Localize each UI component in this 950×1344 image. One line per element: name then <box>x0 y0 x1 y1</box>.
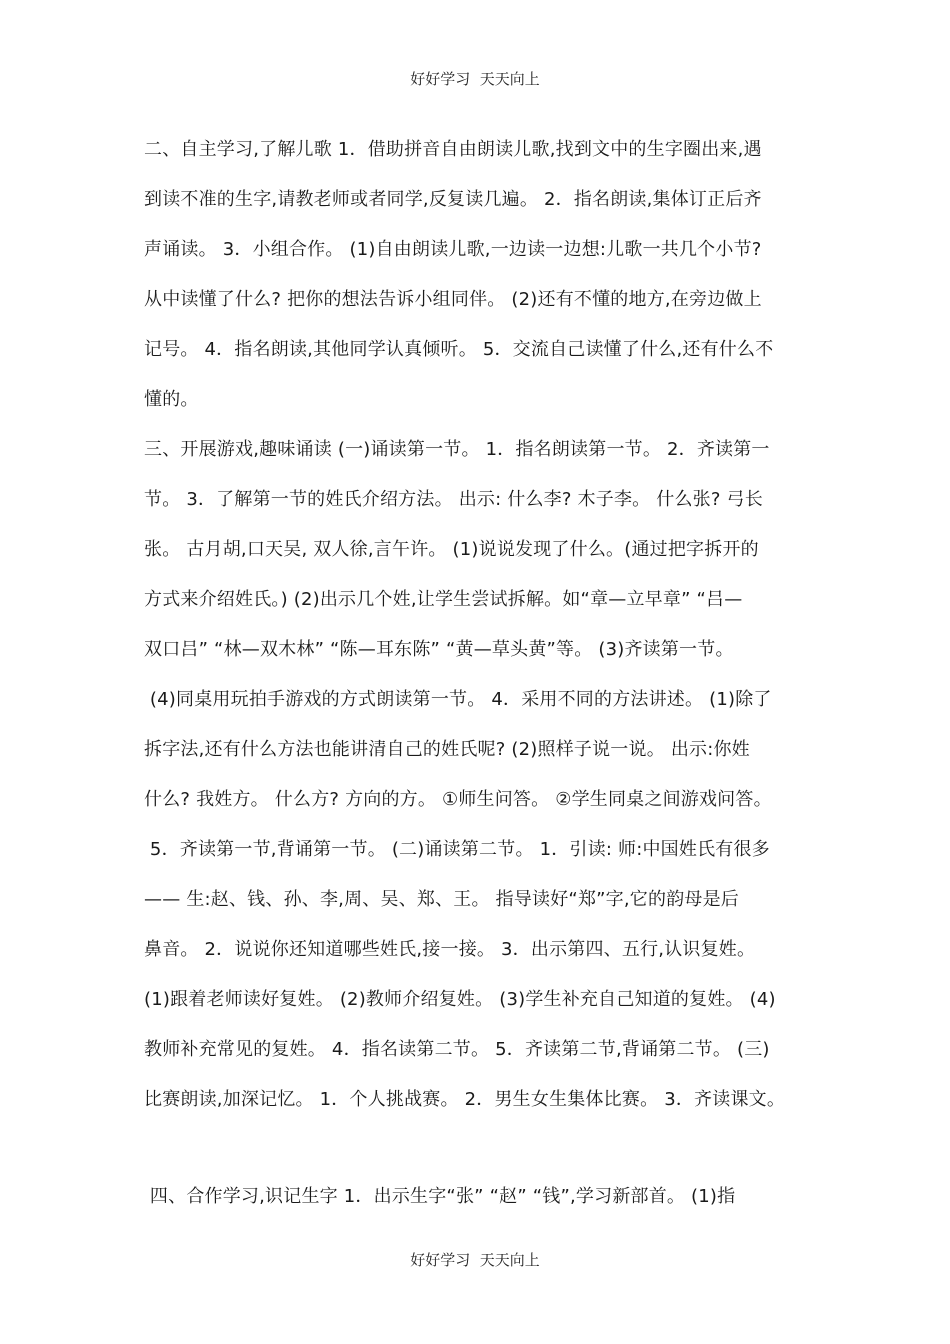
text-line: 四、合作学习,识记生字 1．出示生字“张” “赵” “钱”,学习新部首。 (1)指 <box>144 1186 736 1207</box>
text-line: 张。 古月胡,口天吴, 双人徐,言午许。 (1)说说发现了什么。(通过把字拆开的 <box>144 539 759 560</box>
page-header: 好好学习 天天向上 <box>410 70 540 88</box>
text-line: 比赛朗读,加深记忆。 1．个人挑战赛。 2．男生女生集体比赛。 3．齐读课文。 <box>144 1089 786 1110</box>
text-line: 到读不准的生字,请教老师或者同学,反复读几遍。 2．指名朗读,集体订正后齐 <box>144 189 762 210</box>
text-line: 拆字法,还有什么方法也能讲清自己的姓氏呢? (2)照样子说一说。 出示:你姓 <box>144 739 750 760</box>
text-line: —— 生:赵、钱、孙、李,周、吴、郑、王。 指导读好“郑”字,它的韵母是后 <box>144 889 739 910</box>
text-line: (4)同桌用玩拍手游戏的方式朗读第一节。 4．采用不同的方法讲述。 (1)除了 <box>144 689 772 710</box>
text-line: 5．齐读第一节,背诵第一节。 (二)诵读第二节。 1．引读: 师:中国姓氏有很多 <box>144 839 770 860</box>
text-line: 懂的。 <box>144 389 199 410</box>
text-line: (1)跟着老师读好复姓。 (2)教师介绍复姓。 (3)学生补充自己知道的复姓。 (4) <box>144 989 776 1010</box>
text-line: 节。 3．了解第一节的姓氏介绍方法。 出示: 什么李? 木子李。 什么张? 弓长 <box>144 489 763 510</box>
text-line: 什么? 我姓方。 什么方? 方向的方。 ①师生问答。 ②学生同桌之间游戏问答。 <box>144 789 772 810</box>
text-line: 从中读懂了什么? 把你的想法告诉小组同伴。 (2)还有不懂的地方,在旁边做上 <box>144 289 762 310</box>
text-line: 记号。 4．指名朗读,其他同学认真倾听。 5．交流自己读懂了什么,还有什么不 <box>144 339 774 360</box>
text-line: 教师补充常见的复姓。 4．指名读第二节。 5．齐读第二节,背诵第二节。 (三) <box>144 1039 770 1060</box>
text-line: 二、自主学习,了解儿歌 1．借助拼音自由朗读儿歌,找到文中的生字圈出来,遇 <box>144 139 762 160</box>
text-line: 鼻音。 2．说说你还知道哪些姓氏,接一接。 3．出示第四、五行,认识复姓。 <box>144 939 756 960</box>
text-line: 声诵读。 3．小组合作。 (1)自由朗读儿歌,一边读一边想:儿歌一共几个小节? <box>144 239 762 260</box>
page-footer: 好好学习 天天向上 <box>410 1251 540 1269</box>
text-line: 方式来介绍姓氏。) (2)出示几个姓,让学生尝试拆解。如“章—立早章” “吕— <box>144 589 743 610</box>
text-line: 三、开展游戏,趣味诵读 (一)诵读第一节。 1．指名朗读第一节。 2．齐读第一 <box>144 439 770 460</box>
text-line: 双口吕” “林—双木林” “陈—耳东陈” “黄—草头黄”等。 (3)齐读第一节。 <box>144 639 734 660</box>
